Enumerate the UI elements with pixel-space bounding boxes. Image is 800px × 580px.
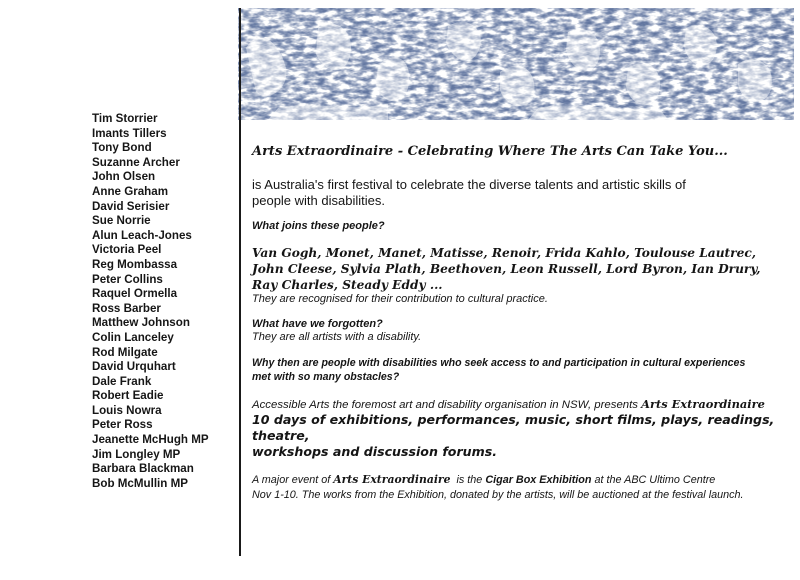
major-suffix: at the ABC Ultimo Centre xyxy=(591,474,716,486)
answer-recognised: They are recognised for their contribution to cultural practice. xyxy=(252,293,548,305)
major-event-paragraph xyxy=(252,472,792,503)
woodcut-banner-image xyxy=(238,8,794,120)
main-content xyxy=(252,144,792,503)
answer-all-artists: They are all artists with a disability. xyxy=(252,331,422,343)
festival-name: Arts Extraordinaire xyxy=(641,397,765,411)
list-item: Peter Ross xyxy=(92,418,153,432)
list-item: Raquel Ormella xyxy=(92,287,178,301)
list-item: Suzanne Archer xyxy=(92,155,180,169)
list-item: Colin Lanceley xyxy=(92,330,174,344)
banner-art xyxy=(238,8,794,120)
list-item: Dale Frank xyxy=(92,374,152,388)
major-prefix: A major event of xyxy=(252,474,334,486)
question-line: Why then are people with disabilities who seek access to and participation in cultural experiences xyxy=(252,357,746,369)
intro-line: is Australia's first festival to celebrate the diverse talents and artistic skills of xyxy=(252,177,686,192)
list-item: Alun Leach-Jones xyxy=(92,228,192,242)
list-item: Robert Eadie xyxy=(92,389,164,403)
events-summary xyxy=(252,412,792,460)
festival-name: Arts Extraordinaire xyxy=(333,473,451,486)
supporters-list xyxy=(92,112,209,491)
list-item: Matthew Johnson xyxy=(92,316,190,330)
page-title: Arts Extraordinaire - Celebrating Where The Arts Can Take You... xyxy=(252,144,728,159)
question-line: met with so many obstacles? xyxy=(252,371,400,383)
list-item: Rod Milgate xyxy=(92,345,158,359)
list-item: Tony Bond xyxy=(92,141,152,155)
presents-prefix: Accessible Arts the foremost art and disability organisation in NSW, presents xyxy=(252,399,642,411)
list-item: Jeanette McHugh MP xyxy=(92,433,209,447)
intro-paragraph xyxy=(252,177,792,208)
exhibition-name: Cigar Box Exhibition xyxy=(485,474,592,486)
list-item: Victoria Peel xyxy=(92,243,162,257)
major-line: Nov 1-10. The works from the Exhibition, donated by the artists, will be auctioned at the festival launch. xyxy=(252,489,744,501)
famous-line: John Cleese, Sylvia Plath, Beethoven, Leon Russell, Lord Byron, Ian Drury, xyxy=(252,262,761,276)
list-item: Louis Nowra xyxy=(92,403,162,417)
famous-artists-list xyxy=(252,245,792,293)
presents-line xyxy=(252,397,792,412)
list-item: Reg Mombassa xyxy=(92,257,178,271)
events-line: workshops and discussion forums. xyxy=(252,444,498,459)
list-item: Bob McMullin MP xyxy=(92,476,188,490)
question-what-joins: What joins these people? xyxy=(252,220,385,232)
major-line xyxy=(252,472,792,488)
list-item: David Serisier xyxy=(92,199,170,213)
intro-line: people with disabilities. xyxy=(252,192,385,208)
major-mid: is the xyxy=(450,474,486,486)
famous-line: Van Gogh, Monet, Manet, Matisse, Renoir, Frida Kahlo, Toulouse Lautrec, xyxy=(252,246,757,260)
list-item: Jim Longley MP xyxy=(92,447,181,461)
list-item: Anne Graham xyxy=(92,184,169,198)
vertical-divider xyxy=(239,8,241,556)
list-item: Peter Collins xyxy=(92,272,163,286)
list-item: Ross Barber xyxy=(92,301,161,315)
famous-line: Ray Charles, Steady Eddy ... xyxy=(252,278,443,292)
list-item: John Olsen xyxy=(92,170,156,184)
question-obstacles xyxy=(252,356,792,384)
events-line: 10 days of exhibitions, performances, music, short films, plays, readings, theatre, xyxy=(252,412,775,443)
list-item: Sue Norrie xyxy=(92,214,151,228)
list-item: Tim Storrier xyxy=(92,112,158,125)
list-item: David Urquhart xyxy=(92,360,176,374)
list-item: Imants Tillers xyxy=(92,126,167,140)
question-forgotten: What have we forgotten? xyxy=(252,318,383,330)
list-item: Barbara Blackman xyxy=(92,462,194,476)
